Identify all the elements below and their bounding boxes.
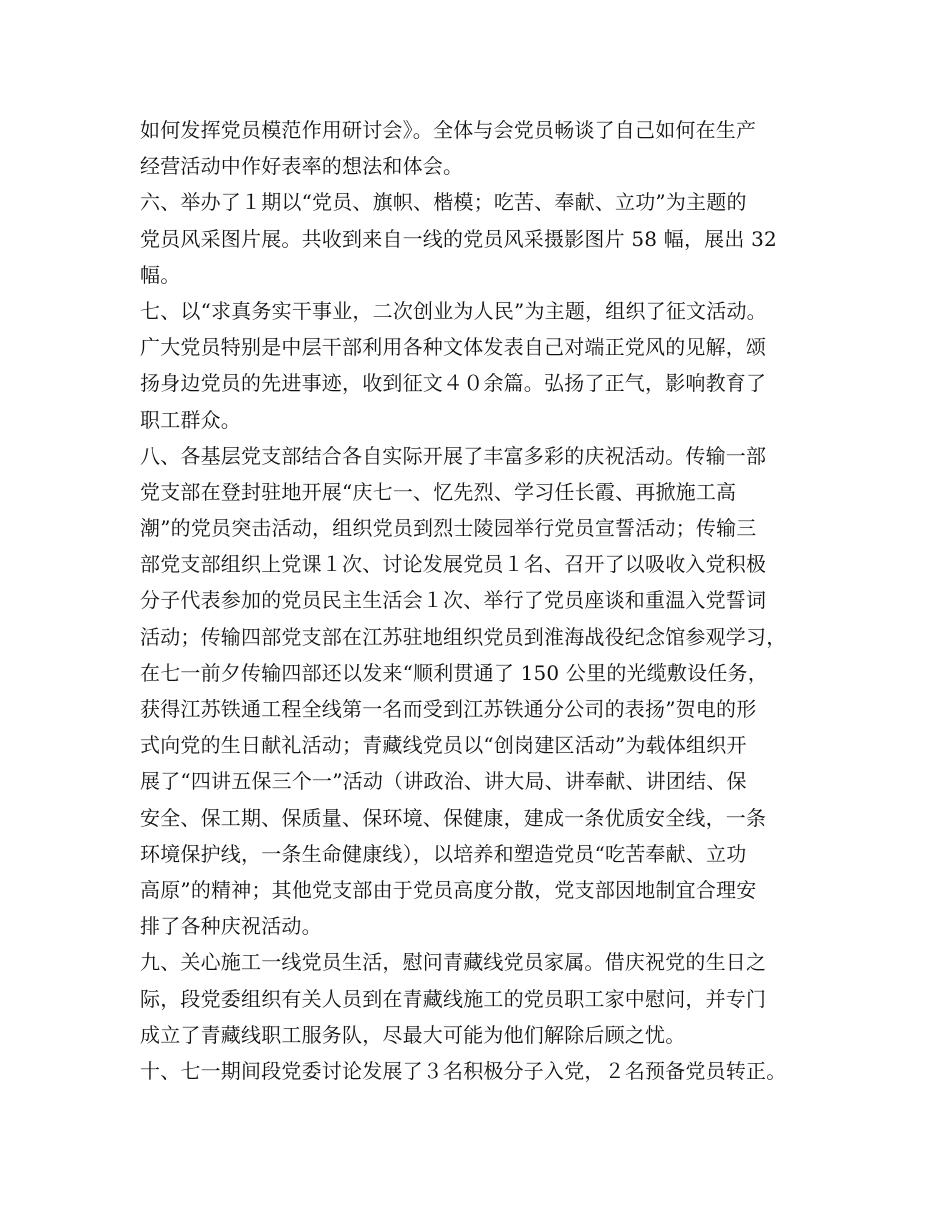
text-line: 成立了青藏线职工服务队，尽最大可能为他们解除后顾之忧。 <box>140 1022 686 1047</box>
text-line: 在七一前夕传输四部还以发来“顺利贯通了 150 公里的光缆敷设任务， <box>140 660 768 685</box>
text-line: 分子代表参加的党员民主生活会１次、举行了党员座谈和重温入党誓词 <box>140 588 767 613</box>
text-line: 幅。 <box>140 262 181 287</box>
text-line: 职工群众。 <box>140 407 241 432</box>
text-line: 活动；传输四部党支部在江苏驻地组织党员到淮海战役纪念馆参观学习， <box>140 624 787 649</box>
text-line: 部党支部组织上党课１次、讨论发展党员１名、召开了以吸收入党积极 <box>140 552 767 577</box>
text-line: 排了各种庆祝活动。 <box>140 914 322 939</box>
text-line: 八、各基层党支部结合各自实际开展了丰富多彩的庆祝活动。传输一部 <box>140 443 767 468</box>
text-line: 党支部在登封驻地开展“庆七一、忆先烈、学习任长霞、再掀施工高 <box>140 479 737 504</box>
text-line: 扬身边党员的先进事迹，收到征文４０余篇。弘扬了正气，影响教育了 <box>140 371 767 396</box>
text-line: 十、七一期间段党委讨论发展了３名积极分子入党，２名预备党员转正。 <box>140 1058 787 1083</box>
text-line: 安全、保工期、保质量、保环境、保健康，建成一条优质安全线，一条 <box>140 805 767 830</box>
body-text <box>140 112 840 1089</box>
text-line: 际，段党委组织有关人员到在青藏线施工的党员职工家中慰问，并专门 <box>140 986 767 1011</box>
text-line: 获得江苏铁通工程全线第一名而受到江苏铁通分公司的表扬”贺电的形 <box>140 697 757 721</box>
text-line: 广大党员特别是中层干部利用各种文体发表自己对端正党风的见解，颂 <box>140 335 767 360</box>
text-line: 经营活动中作好表率的想法和体会。 <box>140 154 464 179</box>
text-line: 七、以“求真务实干事业，二次创业为人民”为主题，组织了征文活动。 <box>140 298 767 323</box>
text-line: 九、关心施工一线党员生活，慰问青藏线党员家属。借庆祝党的生日之 <box>140 950 767 975</box>
text-line: 潮”的党员突击活动，组织党员到烈士陵园举行党员宣誓活动；传输三 <box>140 516 757 541</box>
text-line: 六、举办了１期以“党员、旗帜、楷模；吃苦、奉献、立功”为主题的 <box>140 190 747 215</box>
text-line: 环境保护线，一条生命健康线），以培养和塑造党员“吃苦奉献、立功 <box>140 841 747 866</box>
text-line: 展了“四讲五保三个一”活动（讲政治、讲大局、讲奉献、讲团结、保 <box>140 769 747 794</box>
text-line: 式向党的生日献礼活动；青藏线党员以“创岗建区活动”为载体组织开 <box>140 733 747 758</box>
text-line: 如何发挥党员模范作用研讨会》。全体与会党员畅谈了自己如何在生产 <box>140 118 757 142</box>
text-line: 高原”的精神；其他党支部由于党员高度分散，党支部因地制宜合理安 <box>140 877 757 902</box>
text-line: 党员风采图片展。共收到来自一线的党员风采摄影图片 58 幅，展出 32 <box>140 226 777 251</box>
